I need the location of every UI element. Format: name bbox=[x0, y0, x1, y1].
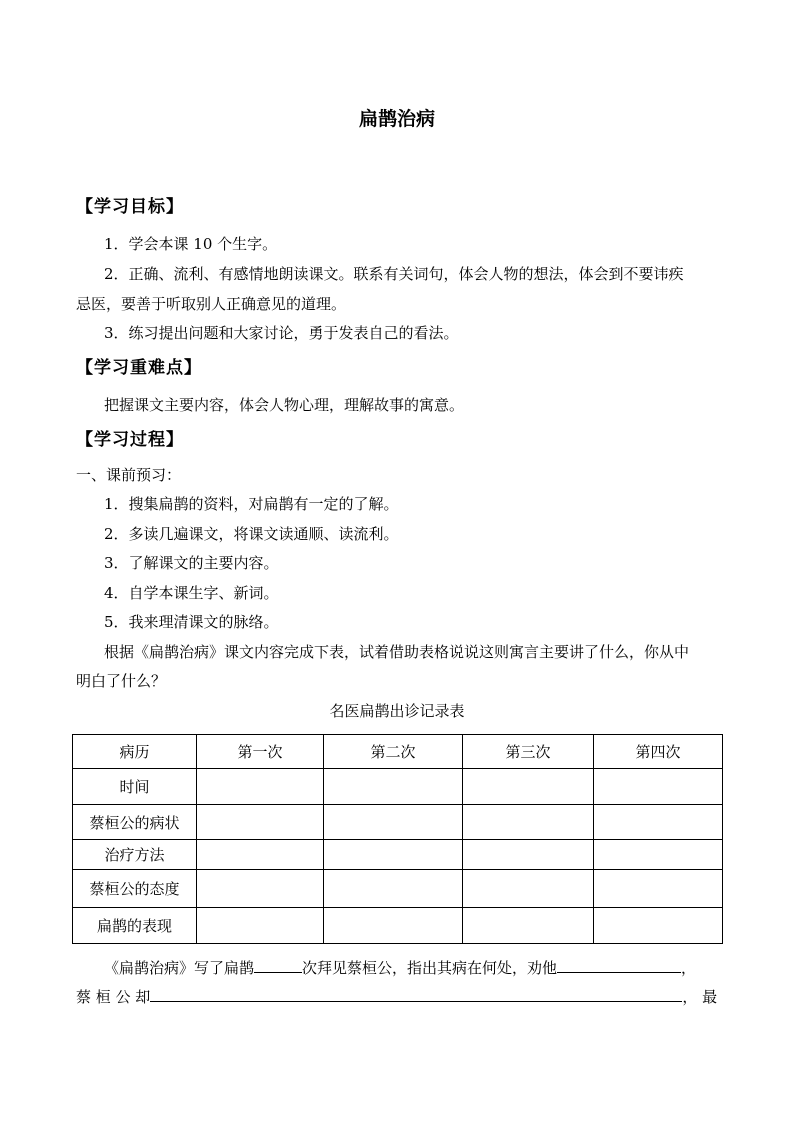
answer-blank[interactable] bbox=[557, 958, 681, 973]
row-label: 治疗方法 bbox=[73, 840, 197, 870]
answer-cell[interactable] bbox=[463, 840, 594, 870]
answer-cell[interactable] bbox=[197, 840, 324, 870]
row-label: 蔡桓公的态度 bbox=[73, 870, 197, 908]
goal-item: 2．正确、流利、有感情地朗读课文。联系有关词句，体会人物的想法，体会到不要讳疾 bbox=[104, 265, 684, 283]
answer-cell[interactable] bbox=[197, 870, 324, 908]
table-row bbox=[73, 870, 723, 908]
goals-heading: 【学习目标】 bbox=[76, 197, 184, 217]
answer-cell[interactable] bbox=[197, 805, 324, 840]
answer-cell[interactable] bbox=[324, 769, 463, 805]
answer-cell[interactable] bbox=[197, 769, 324, 805]
fill-text: 《扁鹊治病》写了扁鹊 bbox=[104, 959, 255, 977]
answer-blank[interactable] bbox=[254, 958, 302, 973]
row-label: 时间 bbox=[73, 769, 197, 805]
answer-cell[interactable] bbox=[324, 908, 463, 944]
preview-title: 一、课前预习： bbox=[76, 466, 182, 484]
table-caption: 名医扁鹊出诊记录表 bbox=[329, 702, 465, 720]
key-points-heading: 【学习重难点】 bbox=[76, 358, 202, 378]
fill-blank-line-1 bbox=[104, 957, 696, 978]
answer-cell[interactable] bbox=[594, 870, 723, 908]
answer-cell[interactable] bbox=[463, 769, 594, 805]
answer-cell[interactable] bbox=[324, 805, 463, 840]
row-label: 蔡桓公的病状 bbox=[73, 805, 197, 840]
fill-text: 次拜见蔡桓公，指出其病在何处，劝他 bbox=[302, 959, 558, 977]
header-cell: 第二次 bbox=[324, 735, 463, 769]
key-points-text: 把握课文主要内容，体会人物心理，理解故事的寓意。 bbox=[104, 396, 465, 414]
answer-cell[interactable] bbox=[463, 805, 594, 840]
header-cell: 第三次 bbox=[463, 735, 594, 769]
answer-cell[interactable] bbox=[463, 870, 594, 908]
answer-cell[interactable] bbox=[594, 908, 723, 944]
preview-item: 5．我来理清课文的脉络。 bbox=[104, 613, 279, 631]
answer-cell[interactable] bbox=[594, 805, 723, 840]
header-cell: 第四次 bbox=[594, 735, 723, 769]
preview-item: 1．搜集扁鹊的资料，对扁鹊有一定的了解。 bbox=[104, 495, 399, 513]
preview-item: 2．多读几遍课文，将课文读通顺、读流利。 bbox=[104, 525, 399, 543]
record-table bbox=[72, 734, 723, 944]
task-instruction-continued: 明白了什么？ bbox=[76, 672, 167, 690]
table-row bbox=[73, 908, 723, 944]
fill-text: 蔡 桓 公 却 bbox=[76, 988, 151, 1006]
goal-item: 3．练习提出问题和大家讨论，勇于发表自己的看法。 bbox=[104, 324, 459, 342]
page-title: 扁鹊治病 bbox=[358, 108, 435, 130]
process-heading: 【学习过程】 bbox=[76, 430, 184, 450]
fill-blank-line-2 bbox=[76, 986, 717, 1007]
header-cell: 病历 bbox=[73, 735, 197, 769]
fill-text: ， bbox=[681, 959, 697, 977]
answer-blank[interactable] bbox=[150, 987, 682, 1002]
table-row bbox=[73, 805, 723, 840]
fill-text: ， 最 bbox=[682, 988, 718, 1006]
preview-item: 4．自学本课生字、新词。 bbox=[104, 584, 279, 602]
row-label: 扁鹊的表现 bbox=[73, 908, 197, 944]
preview-item: 3．了解课文的主要内容。 bbox=[104, 554, 279, 572]
answer-cell[interactable] bbox=[197, 908, 324, 944]
answer-cell[interactable] bbox=[324, 870, 463, 908]
table-header-row bbox=[73, 735, 723, 769]
goal-item-continued: 忌医，要善于听取别人正确意见的道理。 bbox=[76, 295, 347, 313]
answer-cell[interactable] bbox=[594, 840, 723, 870]
table-row bbox=[73, 769, 723, 805]
goal-item: 1．学会本课 10 个生字。 bbox=[104, 235, 278, 253]
table-row bbox=[73, 840, 723, 870]
answer-cell[interactable] bbox=[463, 908, 594, 944]
header-cell: 第一次 bbox=[197, 735, 324, 769]
task-instruction: 根据《扁鹊治病》课文内容完成下表，试着借助表格说说这则寓言主要讲了什么，你从中 bbox=[104, 643, 690, 661]
answer-cell[interactable] bbox=[594, 769, 723, 805]
answer-cell[interactable] bbox=[324, 840, 463, 870]
